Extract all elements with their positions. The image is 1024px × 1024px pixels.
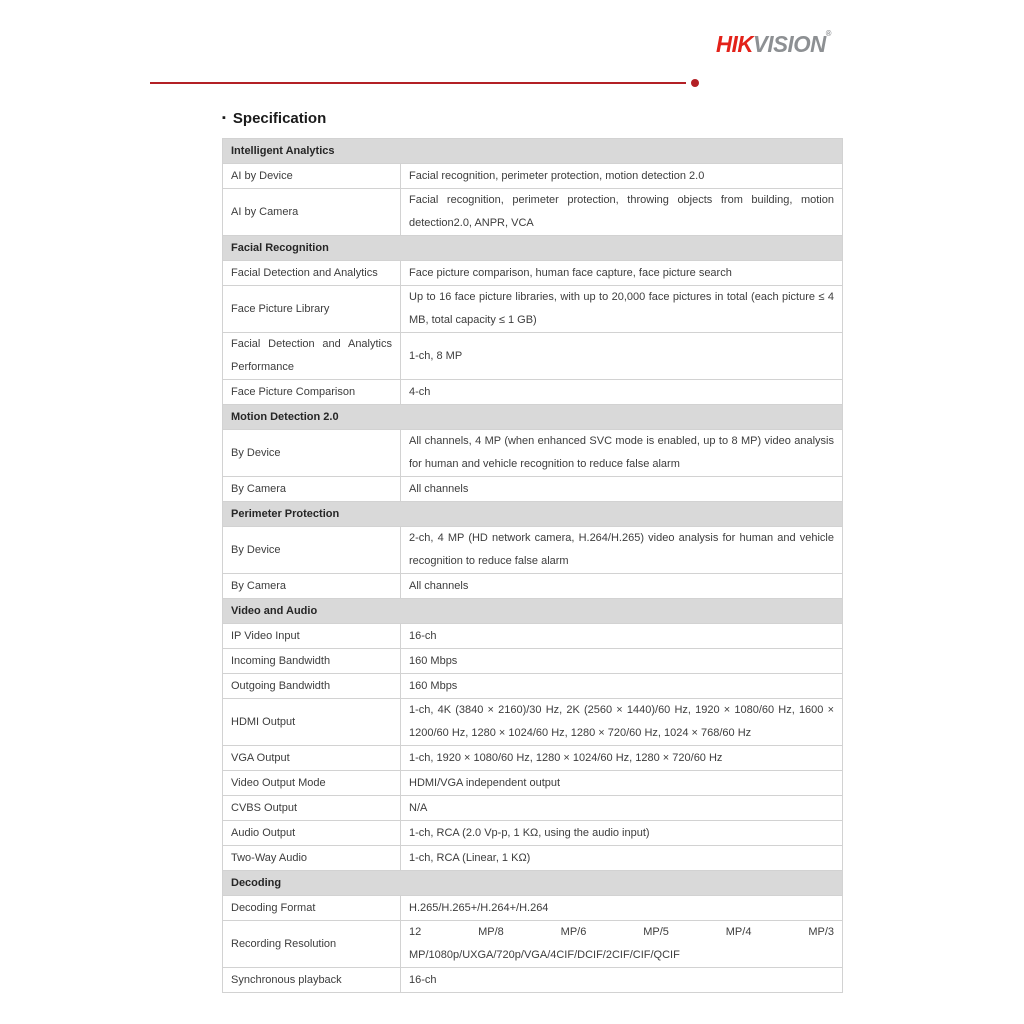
section-heading: Facial Recognition xyxy=(223,235,842,260)
spec-value: 1-ch, RCA (Linear, 1 KΩ) xyxy=(409,851,531,864)
spec-value: Face picture comparison, human face capture, face picture search xyxy=(409,266,732,279)
spec-label: VGA Output xyxy=(231,751,290,764)
spec-value: 2-ch, 4 MP (HD network camera, H.264/H.265) video analysis for human and vehicle recognition to reduce false alarm xyxy=(409,532,834,567)
spec-label: Face Picture Library xyxy=(231,302,330,315)
section-heading: Intelligent Analytics xyxy=(223,139,842,163)
spec-row xyxy=(223,260,842,285)
spec-row xyxy=(223,673,842,698)
spec-row xyxy=(223,648,842,673)
spec-value: H.265/H.265+/H.264+/H.264 xyxy=(409,901,549,914)
spec-row xyxy=(223,845,842,870)
spec-section xyxy=(223,598,842,870)
spec-row xyxy=(223,920,842,967)
spec-label: By Camera xyxy=(231,482,287,495)
spec-label: Facial Detection and Analytics Performance xyxy=(231,338,392,373)
spec-label: Decoding Format xyxy=(231,901,316,914)
spec-row xyxy=(223,623,842,648)
registered-trademark-icon: ® xyxy=(825,29,831,38)
spec-label: AI by Device xyxy=(231,169,293,182)
spec-row xyxy=(223,770,842,795)
spec-section xyxy=(223,235,842,404)
spec-row xyxy=(223,745,842,770)
spec-value: All channels xyxy=(409,579,469,592)
spec-row xyxy=(223,285,842,332)
spec-label: Video Output Mode xyxy=(231,776,326,789)
logo-hik-text: HIK xyxy=(716,31,753,57)
spec-content xyxy=(222,108,843,993)
spec-value: All channels, 4 MP (when enhanced SVC mode is enabled, up to 8 MP) video analysis for human and vehicle recognition to reduce false alarm xyxy=(409,435,834,470)
spec-value: HDMI/VGA independent output xyxy=(409,776,561,789)
spec-value: Facial recognition, perimeter protection, throwing objects from building, motion detection2.0, ANPR, VCA xyxy=(409,194,834,229)
spec-row xyxy=(223,895,842,920)
spec-label: Recording Resolution xyxy=(231,937,337,950)
spec-label: Two-Way Audio xyxy=(231,851,308,864)
spec-row xyxy=(223,795,842,820)
spec-value: 16-ch xyxy=(409,629,437,642)
section-heading: Motion Detection 2.0 xyxy=(223,404,842,429)
spec-value: 16-ch xyxy=(409,973,437,986)
spec-value: 4-ch xyxy=(409,385,431,398)
spec-row xyxy=(223,163,842,188)
spec-value: 1-ch, RCA (2.0 Vp-p, 1 KΩ, using the audio input) xyxy=(409,826,650,839)
spec-value: All channels xyxy=(409,482,469,495)
spec-value: N/A xyxy=(409,801,428,814)
page-title-text: Specification xyxy=(232,109,327,127)
logo-vision-text: VISION xyxy=(752,31,826,57)
spec-row xyxy=(223,188,842,235)
page-title xyxy=(222,108,843,128)
spec-value: 1-ch, 4K (3840 × 2160)/30 Hz, 2K (2560 × 1440)/60 Hz, 1920 × 1080/60 Hz, 1600 × 1200/60 Hz, 1280 × 1024/60 Hz, 1280 × 720/60 Hz, 1024 × 768/60 Hz xyxy=(409,704,834,739)
spec-label: By Device xyxy=(231,446,281,459)
spec-row xyxy=(223,573,842,598)
spec-section xyxy=(223,501,842,598)
spec-label: Audio Output xyxy=(231,826,296,839)
spec-label: Incoming Bandwidth xyxy=(231,654,331,667)
spec-row xyxy=(223,698,842,745)
specification-table xyxy=(222,138,843,993)
spec-row xyxy=(223,820,842,845)
spec-value: Up to 16 face picture libraries, with up to 20,000 face pictures in total (each picture ≤ 4 MB, total capacity ≤ 1 GB) xyxy=(409,291,834,326)
spec-label: IP Video Input xyxy=(231,629,300,642)
spec-section xyxy=(223,139,842,235)
spec-label: Facial Detection and Analytics xyxy=(231,266,378,279)
header-divider-line xyxy=(150,82,686,84)
spec-row xyxy=(223,476,842,501)
spec-label: AI by Camera xyxy=(231,205,299,218)
spec-value: 12 MP/8 MP/6 MP/5 MP/4 MP/3 MP/1080p/UXGA/720p/VGA/4CIF/DCIF/2CIF/CIF/QCIF xyxy=(409,926,834,961)
header-divider-dot-icon xyxy=(691,79,699,87)
spec-row xyxy=(223,429,842,476)
spec-label: By Camera xyxy=(231,579,287,592)
hikvision-logo xyxy=(716,31,842,58)
spec-row xyxy=(223,379,842,404)
spec-value: 160 Mbps xyxy=(409,654,458,667)
spec-value: 1-ch, 1920 × 1080/60 Hz, 1280 × 1024/60 Hz, 1280 × 720/60 Hz xyxy=(409,751,723,764)
spec-label: By Device xyxy=(231,543,281,556)
spec-value: 1-ch, 8 MP xyxy=(409,349,463,362)
section-heading: Perimeter Protection xyxy=(223,501,842,526)
square-bullet-icon: ▪ xyxy=(222,111,226,124)
spec-row xyxy=(223,526,842,573)
spec-label: Synchronous playback xyxy=(231,973,342,986)
spec-label: CVBS Output xyxy=(231,801,298,814)
spec-row xyxy=(223,967,842,992)
spec-label: Face Picture Comparison xyxy=(231,385,356,398)
spec-section xyxy=(223,870,842,992)
spec-value: Facial recognition, perimeter protection, motion detection 2.0 xyxy=(409,169,705,182)
section-heading: Decoding xyxy=(223,870,842,895)
spec-value: 160 Mbps xyxy=(409,679,458,692)
spec-section xyxy=(223,404,842,501)
spec-label: HDMI Output xyxy=(231,715,296,728)
section-heading: Video and Audio xyxy=(223,598,842,623)
spec-row xyxy=(223,332,842,379)
spec-label: Outgoing Bandwidth xyxy=(231,679,331,692)
